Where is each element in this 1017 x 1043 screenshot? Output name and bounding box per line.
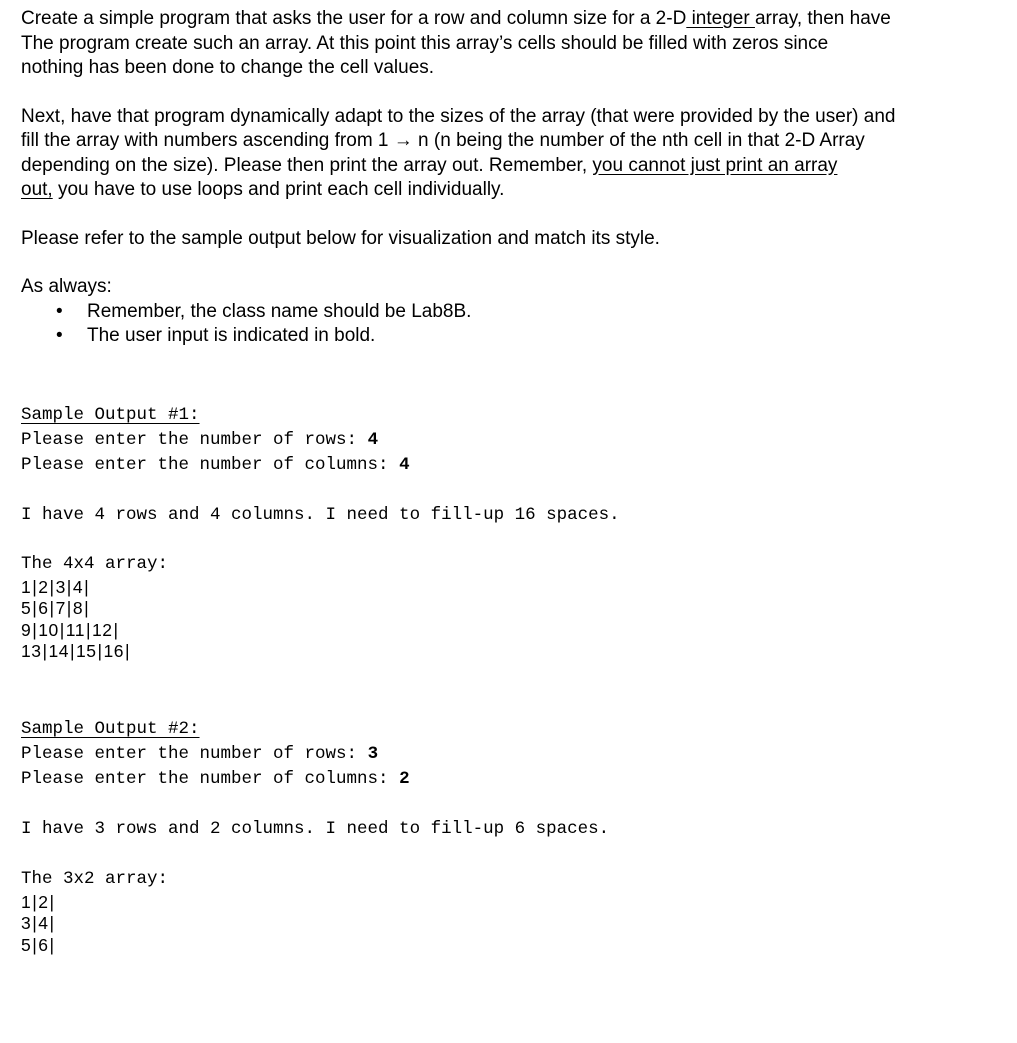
cell-separator: | [69,641,76,661]
bullet-icon: • [56,325,63,346]
cell-separator: | [84,598,90,618]
sample-output-1 [21,403,981,663]
underlined-warning: you cannot just print an array [592,154,838,176]
array-row [21,598,981,620]
requirements-list [21,300,981,349]
sample-output-2 [21,717,981,957]
cell-separator: | [97,641,103,661]
summary-line: I have 3 rows and 2 columns. I need to fill-up 6 spaces. [21,818,610,839]
summary-line: I have 4 rows and 4 columns. I need to fill-up 16 spaces. [21,504,620,525]
bullet-icon: • [56,300,63,322]
sample-title: Sample Output #2: [21,718,200,739]
intro-text: Next, have that program dynamically adapt to the sizes of the array (that were provided by the user) and [21,105,896,127]
intro-paragraph-3: Please refer to the sample output below for visualization and match its style. [21,227,660,249]
array-cell: 14 [48,641,69,661]
array-cell: 1 [21,576,32,597]
intro-paragraph-1 [21,7,981,81]
array-row [21,620,981,642]
cell-separator: | [59,619,65,640]
cell-separator: | [32,598,38,618]
cell-separator: | [32,934,38,955]
array-cell: 5 [21,598,32,618]
cell-separator: | [66,576,72,597]
array-cell: 3 [55,576,66,597]
array-row [21,913,981,935]
document-page [21,7,981,956]
user-input: 2 [399,768,410,789]
cell-separator: | [49,934,55,955]
cell-separator: | [42,641,48,661]
cell-separator: | [32,913,38,933]
cols-prompt-line [21,453,981,478]
array-cell: 7 [55,598,66,618]
array-label: The 3x2 array: [21,868,169,889]
cell-separator: | [49,576,55,597]
user-input: 3 [367,743,379,764]
cell-separator: | [113,619,119,640]
prompt-text: Please enter the number of columns: [21,454,400,475]
as-always-heading: As always: [21,276,112,297]
array-cell: 6 [38,934,49,955]
cell-separator: | [84,576,90,597]
array-cell: 5 [21,934,32,955]
array-cell: 2 [38,891,49,912]
rows-prompt-line [21,742,981,767]
array-row [21,577,981,599]
intro-text: nothing has been done to change the cell values. [21,57,435,78]
requirement-item [21,300,981,325]
array-cell: 16 [103,641,125,661]
array-cell: 11 [65,619,85,640]
intro-text: depending on the size). Please then print the array out. Remember, [21,154,588,176]
array-cell: 3 [21,913,32,933]
cell-separator: | [85,619,92,640]
user-input: 4 [399,454,410,475]
cell-separator: | [49,913,55,933]
array-cell: 6 [38,598,49,618]
intro-text: fill the array with numbers ascending from 1 → n (n being the number of the nth cell in that 2-D Array [21,130,865,151]
intro-paragraph-2 [21,105,981,203]
cell-separator: | [32,891,38,912]
array-row [21,935,981,957]
array-cell: 10 [38,619,59,640]
intro-text: The program create such an array. At this point this array’s cells should be filled with zeros since [21,32,829,54]
cols-prompt-line [21,767,981,792]
cell-separator: | [32,619,38,640]
cell-separator: | [66,598,72,618]
requirement-item [21,324,981,349]
array-label: The 4x4 array: [21,553,169,574]
underlined-warning: out, [21,179,53,200]
requirement-text: The user input is indicated in bold. [87,325,376,346]
prompt-text: Please enter the number of columns: [21,768,400,789]
cell-separator: | [32,576,38,597]
array-cell: 1 [21,891,32,912]
cell-separator: | [49,891,55,912]
prompt-text: Please enter the number of rows: [21,429,368,450]
array-cell: 8 [72,598,84,618]
array-cell: 13 [21,641,42,661]
cell-separator: | [125,641,131,661]
user-input: 4 [367,429,379,450]
cell-separator: | [49,598,55,618]
array-cell: 2 [38,576,49,597]
intro-text: array, then have [754,8,891,29]
array-cell: 4 [38,913,49,933]
array-cell: 4 [72,576,84,597]
array-output [21,577,981,663]
array-cell: 15 [76,641,97,661]
sample-title: Sample Output #1: [21,404,200,425]
array-output [21,892,981,957]
intro-text: Create a simple program that asks the user for a row and column size for a 2-D [21,8,687,29]
rows-prompt-line [21,428,981,453]
intro-text: you have to use loops and print each cell individually. [52,179,505,200]
array-cell: 12 [92,619,113,640]
prompt-text: Please enter the number of rows: [21,743,368,764]
array-cell: 9 [21,619,32,640]
array-row [21,641,981,663]
requirement-text: Remember, the class name should be Lab8B. [87,300,472,322]
underlined-integer: integer [686,8,755,29]
array-row [21,892,981,914]
